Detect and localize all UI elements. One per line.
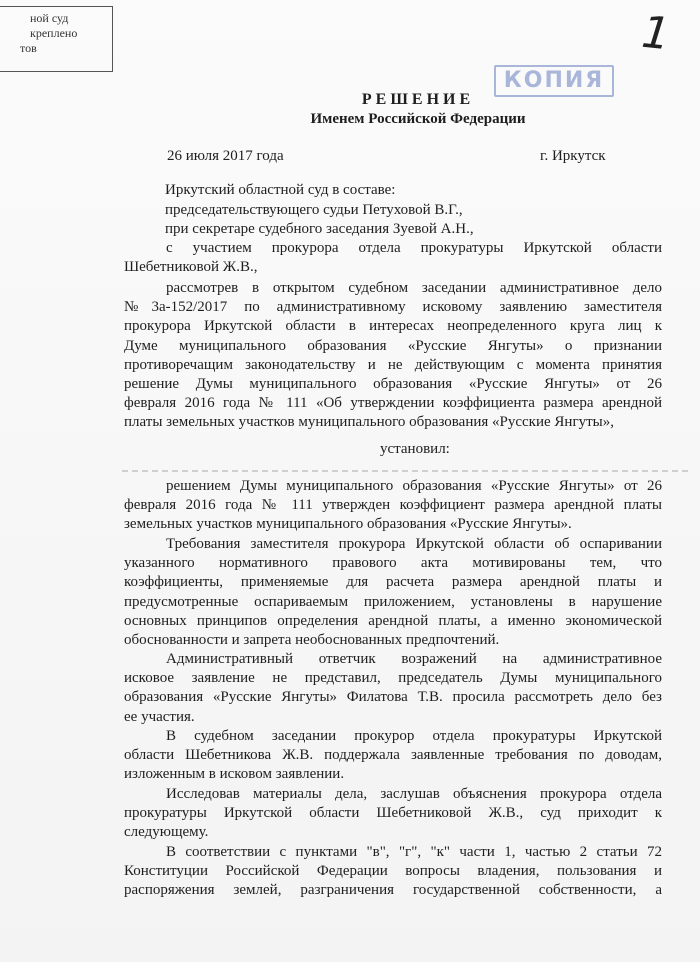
document-subtitle: Именем Российской Федерации [310,111,526,127]
text-line: распоряжения землей, разграничения государственной собственности, а [124,882,662,899]
stamp-line: тов [20,41,37,55]
court-secretary: при секретаре судебного заседания Зуевой А.Н., [165,221,474,237]
text-line: №3а-152/2017 по административному исковому заявлению заместителя [124,299,662,316]
page-number: 1 [639,6,673,61]
court-composition: Иркутский областной суд в составе: [165,182,396,198]
text-line: рассмотрев в открытом судебном заседании административное дело [166,280,662,296]
text-line: прокуратуры Иркутской области Шебетниковой Ж.В., суд приходит к [124,805,662,822]
text-line: коэффициенты, применяемые для расчета размера арендной платы и [124,574,662,591]
decision-city: г. Иркутск [540,148,606,164]
text-line: образования «Русские Янгуты» Филатова Т.В. просила рассмотреть дело без [124,689,662,706]
text-line: основных принципов определения арендной платы, а именно экономической [124,612,662,629]
established-label: установил: [380,441,450,457]
text-line: указанного нормативного правового акта мотивированы тем, что [124,555,662,572]
presiding-judge: председательствующего судьи Петуховой В.Г., [165,202,463,218]
paragraph-defendant [124,650,662,727]
text-line: следующему. [124,824,209,841]
stamp-line: креплено [30,26,78,40]
paragraph-considered [124,279,662,433]
text-line: Шебетниковой Ж.В., [124,259,258,276]
text-line: февраля 2016 года № 111 утвержден коэффициент размера арендной платы [124,497,662,514]
text-line: В судебном заседании прокурор отдела прокуратуры Иркутской [166,728,662,744]
paragraph-hearing [124,727,662,785]
text-line: прокурора Иркутской области в интересах неопределенного круга лиц к [124,318,662,335]
document-title: РЕШЕНИЕ [361,91,475,108]
text-line: Думе муниципального образования «Русские Янгуты» о признании [124,337,662,354]
text-line: изложенным в исковом заявлении. [124,766,345,783]
text-line: решением Думы муниципального образования «Русские Янгуты» от 26 [166,478,662,494]
text-line: Административный ответчик возражений на административное [166,651,662,667]
text-line: ее участия. [124,708,195,725]
text-line: Конституции Российской Федерации вопросы владения, пользования и [124,863,662,880]
text-line: Требования заместителя прокурора Иркутской области об оспаривании [166,536,662,552]
stamp-line: ной суд [30,11,69,25]
text-line: предусмотренные оспариваемым приложением, установлены в нарушение [124,593,662,610]
text-line: противоречащим законодательству и не действующим с момента принятия [124,356,662,373]
text-line: области Шебетникова Ж.В. поддержала заявленные требования по доводам, [124,747,662,764]
text-line: февраля 2016 года № 111 «Об утверждении коэффициента размера арендной [124,395,662,412]
text-line: обоснованности и запрета необоснованных предпочтений. [124,632,500,649]
copy-stamp: КОПИЯ [494,65,614,97]
paragraph-decision [124,477,662,535]
text-line: решение Думы муниципального образования «Русские Янгуты» от 26 [124,376,662,393]
paragraph-prosecutor [124,239,662,277]
text-line: Исследовав материалы дела, заслушав объяснения прокурора отдела [166,786,662,802]
decision-date: 26 июля 2017 года [167,148,284,164]
paragraph-constitution [124,843,662,901]
paragraph-requirements [124,535,662,650]
text-line: В соответствии с пунктами "в", "г", "к" части 1, частью 2 статьи 72 [166,844,662,860]
text-line: исковое заявление не представил, председатель Думы муниципального [124,670,662,687]
scan-artifact [122,470,692,472]
registration-stamp [0,6,113,72]
text-line: земельных участков муниципального образования «Русские Янгуты». [124,516,572,533]
text-line: платы земельных участков муниципального образования «Русские Янгуты», [124,414,614,431]
paragraph-conclusion [124,785,662,843]
text-line: с участием прокурора отдела прокуратуры Иркутской области [166,240,662,256]
